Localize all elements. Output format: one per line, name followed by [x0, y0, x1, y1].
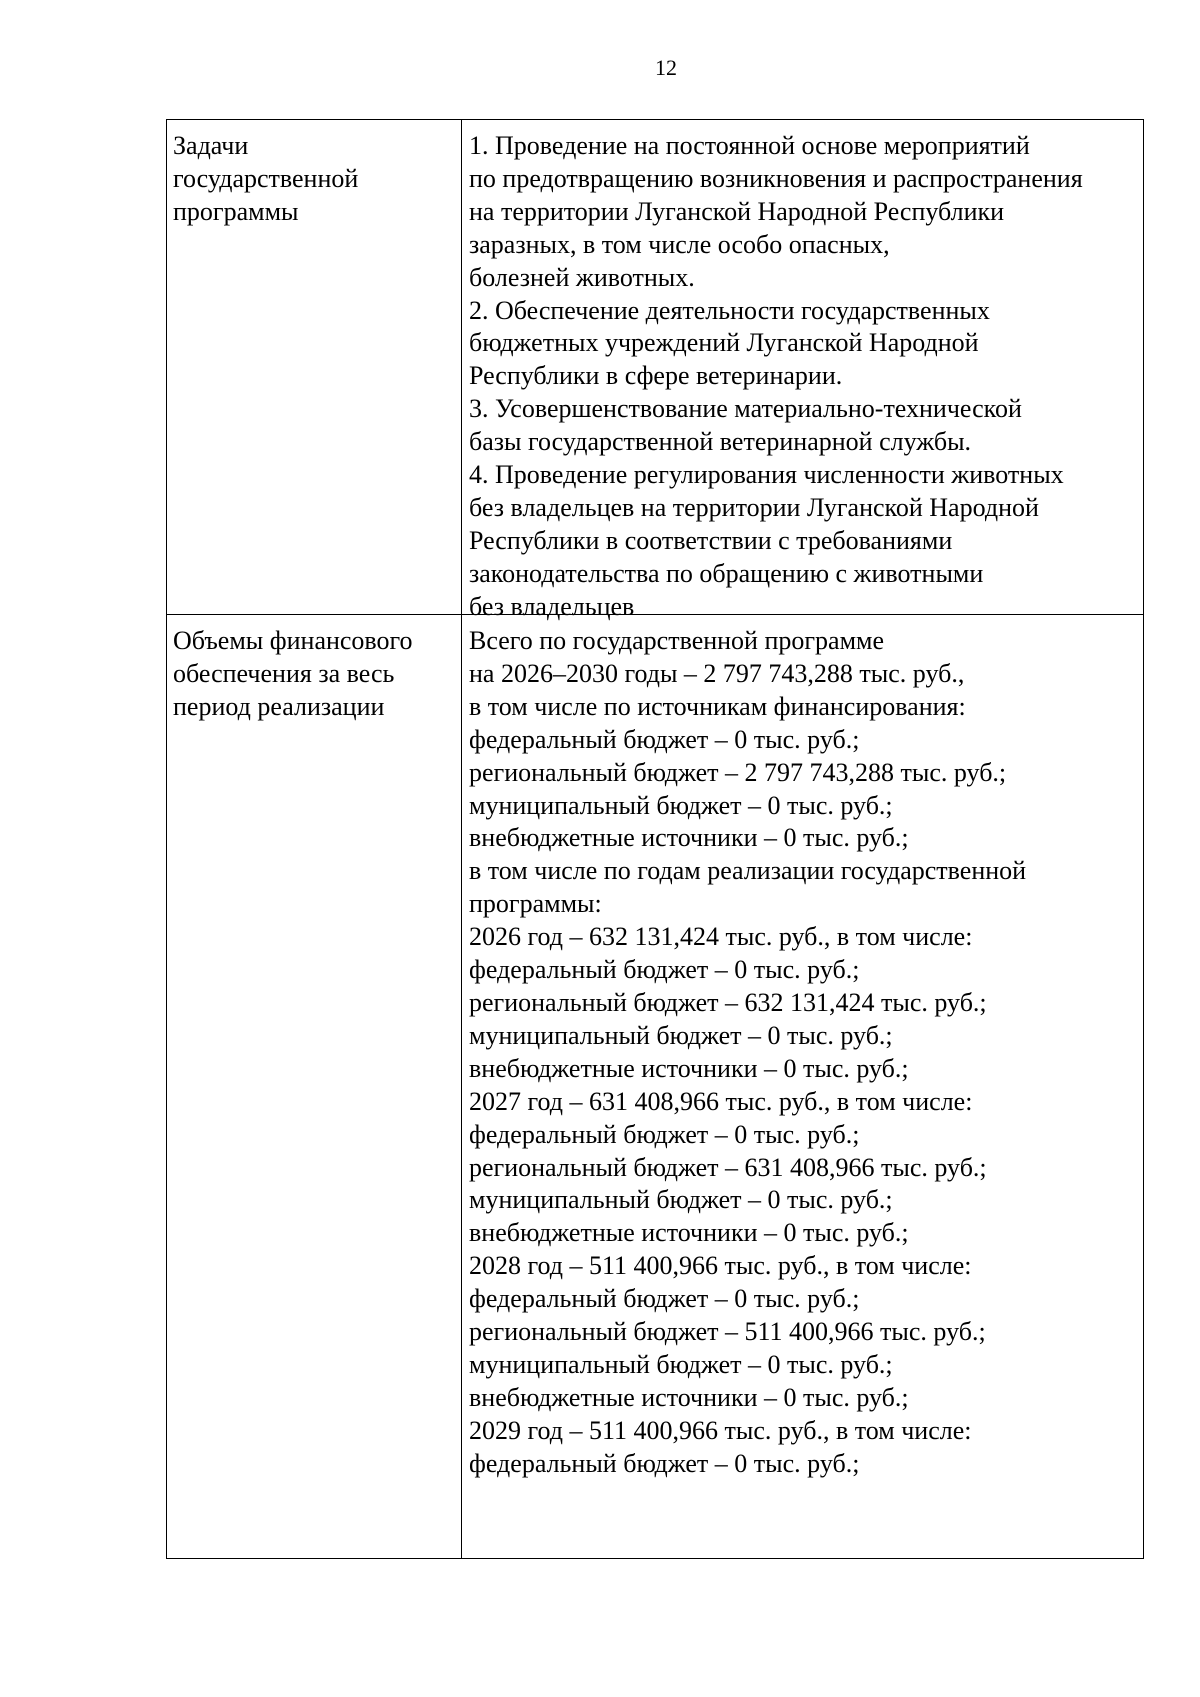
text-line: федеральный бюджет – 0 тыс. руб.; [469, 1448, 860, 1478]
text-line: без владельцев на территории Луганской Народной [469, 492, 1039, 522]
value-cell [462, 615, 1144, 1559]
text-line: Задачи [173, 131, 249, 160]
text-line: региональный бюджет – 511 400,966 тыс. руб.; [469, 1317, 986, 1347]
table-row-program-tasks [167, 120, 1144, 615]
text-line: 1. Проведение на постоянной основе мероприятий [469, 131, 1030, 160]
text-line: 4. Проведение регулирования численности животных [469, 460, 1064, 490]
label-cell [167, 120, 462, 615]
text-line: заразных, в том числе особо опасных, [469, 229, 890, 259]
label-text-block [167, 120, 461, 233]
table-row-financing-volumes [167, 615, 1144, 1559]
text-line: Всего по государственной программе [469, 626, 885, 655]
text-line: региональный бюджет – 631 408,966 тыс. руб.; [469, 1152, 987, 1182]
text-line: 2028 год – 511 400,966 тыс. руб., в том числе: [469, 1251, 972, 1281]
text-line: муниципальный бюджет – 0 тыс. руб.; [469, 1185, 893, 1215]
text-line: на территории Луганской Народной Республики [469, 196, 1005, 226]
text-line: федеральный бюджет – 0 тыс. руб.; [469, 1284, 860, 1314]
text-line: внебюджетные источники – 0 тыс. руб.; [469, 1218, 909, 1248]
label-cell [167, 615, 462, 1559]
text-line: федеральный бюджет – 0 тыс. руб.; [469, 1119, 860, 1149]
text-line: муниципальный бюджет – 0 тыс. руб.; [469, 790, 893, 820]
page-number: 12 [655, 55, 677, 80]
text-line: период реализации [173, 691, 385, 721]
text-line: государственной [173, 163, 359, 193]
text-line: без владельцев [469, 591, 635, 621]
value-text-block [462, 120, 1143, 621]
text-line: в том числе по годам реализации государственной [469, 856, 1027, 886]
text-line: законодательства по обращению с животными [469, 558, 984, 588]
text-line: 3. Усовершенствование материально-технической [469, 394, 1022, 424]
text-line: Республики в сфере ветеринарии. [469, 361, 843, 391]
text-line: болезней животных. [469, 262, 695, 292]
text-line: внебюджетные источники – 0 тыс. руб.; [469, 1382, 909, 1412]
text-line: на 2026–2030 годы – 2 797 743,288 тыс. руб., [469, 658, 965, 688]
text-line: 2. Обеспечение деятельности государственных [469, 295, 990, 325]
text-line: базы государственной ветеринарной службы. [469, 427, 972, 457]
text-line: программы: [469, 889, 602, 919]
text-line: внебюджетные источники – 0 тыс. руб.; [469, 823, 909, 853]
text-line: обеспечения за весь [173, 658, 395, 688]
text-line: федеральный бюджет – 0 тыс. руб.; [469, 955, 860, 985]
text-line: внебюджетные источники – 0 тыс. руб.; [469, 1053, 909, 1083]
label-text-block [167, 615, 461, 728]
value-text-block [462, 615, 1143, 1558]
text-line: Объемы финансового [173, 626, 413, 655]
text-line: в том числе по источникам финансирования: [469, 691, 966, 721]
text-line: региональный бюджет – 632 131,424 тыс. руб.; [469, 987, 987, 1017]
text-line: Республики в соответствии с требованиями [469, 525, 953, 555]
value-cell [462, 120, 1144, 621]
text-line: 2029 год – 511 400,966 тыс. руб., в том числе: [469, 1415, 972, 1445]
text-line: федеральный бюджет – 0 тыс. руб.; [469, 724, 860, 754]
text-line: региональный бюджет – 2 797 743,288 тыс. руб.; [469, 757, 1007, 787]
text-line: бюджетных учреждений Луганской Народной [469, 328, 979, 358]
text-line: 2026 год – 632 131,424 тыс. руб., в том числе: [469, 922, 973, 952]
program-passport-table [166, 119, 1144, 1559]
text-line: по предотвращению возникновения и распространения [469, 163, 1083, 193]
text-line: программы [173, 196, 299, 226]
text-line: муниципальный бюджет – 0 тыс. руб.; [469, 1020, 893, 1050]
text-line: 2027 год – 631 408,966 тыс. руб., в том числе: [469, 1086, 973, 1116]
text-line: муниципальный бюджет – 0 тыс. руб.; [469, 1349, 893, 1379]
